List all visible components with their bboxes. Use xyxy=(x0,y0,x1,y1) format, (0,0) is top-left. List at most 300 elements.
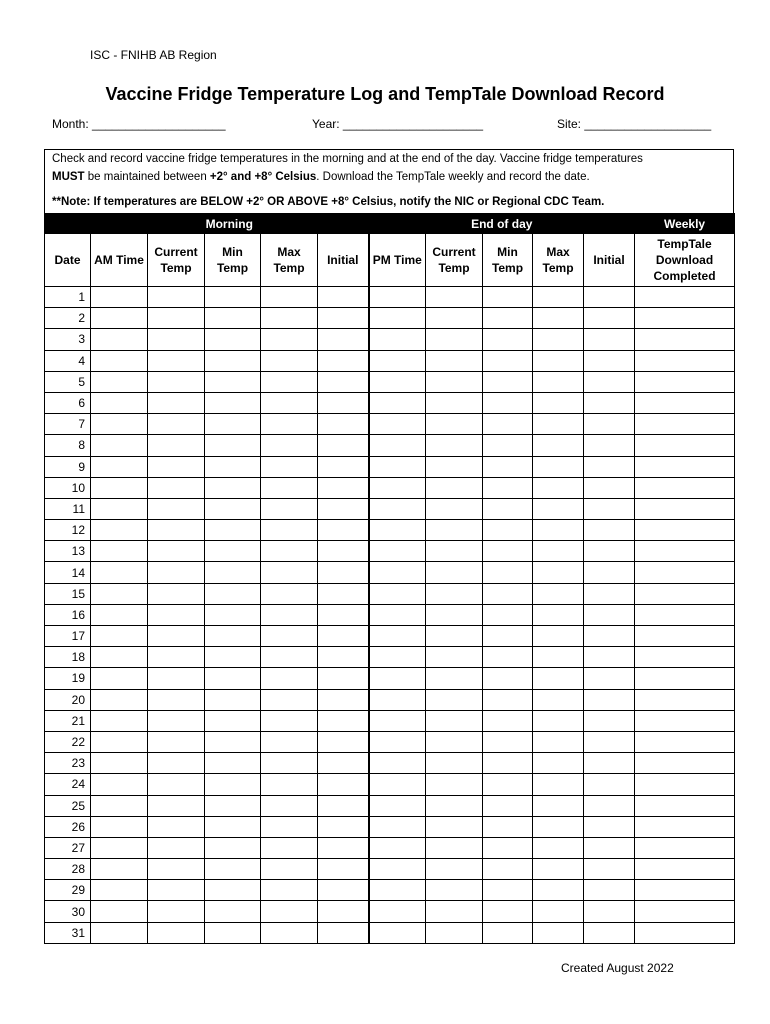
entry-cell[interactable] xyxy=(584,498,635,519)
entry-cell[interactable] xyxy=(205,647,261,668)
entry-cell[interactable] xyxy=(318,753,369,774)
entry-cell[interactable] xyxy=(533,329,584,350)
entry-cell[interactable] xyxy=(426,816,483,837)
entry-cell[interactable] xyxy=(148,435,205,456)
entry-cell[interactable] xyxy=(148,477,205,498)
entry-cell[interactable] xyxy=(426,414,483,435)
entry-cell[interactable] xyxy=(148,880,205,901)
entry-cell[interactable] xyxy=(533,477,584,498)
entry-cell[interactable] xyxy=(318,477,369,498)
entry-cell[interactable] xyxy=(148,689,205,710)
entry-cell[interactable] xyxy=(584,287,635,308)
entry-cell[interactable] xyxy=(533,668,584,689)
entry-cell[interactable] xyxy=(318,774,369,795)
entry-cell[interactable] xyxy=(426,435,483,456)
entry-cell[interactable] xyxy=(426,710,483,731)
entry-cell[interactable] xyxy=(584,604,635,625)
entry-cell[interactable] xyxy=(261,392,318,413)
entry-cell[interactable] xyxy=(261,922,318,943)
entry-cell[interactable] xyxy=(148,774,205,795)
entry-cell[interactable] xyxy=(318,350,369,371)
entry-cell[interactable] xyxy=(148,604,205,625)
entry-cell[interactable] xyxy=(533,371,584,392)
entry-cell[interactable] xyxy=(205,329,261,350)
entry-cell[interactable] xyxy=(91,329,148,350)
entry-cell[interactable] xyxy=(533,689,584,710)
entry-cell[interactable] xyxy=(426,922,483,943)
entry-cell[interactable] xyxy=(318,414,369,435)
entry-cell[interactable] xyxy=(205,308,261,329)
entry-cell[interactable] xyxy=(369,626,426,647)
entry-cell[interactable] xyxy=(261,816,318,837)
entry-cell[interactable] xyxy=(91,731,148,752)
entry-cell[interactable] xyxy=(205,371,261,392)
entry-cell[interactable] xyxy=(205,414,261,435)
entry-cell[interactable] xyxy=(635,308,735,329)
entry-cell[interactable] xyxy=(369,477,426,498)
entry-cell[interactable] xyxy=(205,753,261,774)
entry-cell[interactable] xyxy=(483,604,533,625)
entry-cell[interactable] xyxy=(584,668,635,689)
entry-cell[interactable] xyxy=(426,604,483,625)
entry-cell[interactable] xyxy=(205,287,261,308)
entry-cell[interactable] xyxy=(369,392,426,413)
entry-cell[interactable] xyxy=(91,837,148,858)
entry-cell[interactable] xyxy=(483,456,533,477)
entry-cell[interactable] xyxy=(483,859,533,880)
entry-cell[interactable] xyxy=(533,922,584,943)
entry-cell[interactable] xyxy=(261,880,318,901)
entry-cell[interactable] xyxy=(533,308,584,329)
entry-cell[interactable] xyxy=(584,456,635,477)
entry-cell[interactable] xyxy=(205,626,261,647)
entry-cell[interactable] xyxy=(426,880,483,901)
entry-cell[interactable] xyxy=(91,308,148,329)
entry-cell[interactable] xyxy=(91,287,148,308)
entry-cell[interactable] xyxy=(91,774,148,795)
entry-cell[interactable] xyxy=(91,562,148,583)
entry-cell[interactable] xyxy=(91,880,148,901)
entry-cell[interactable] xyxy=(533,795,584,816)
entry-cell[interactable] xyxy=(483,371,533,392)
entry-cell[interactable] xyxy=(533,350,584,371)
entry-cell[interactable] xyxy=(148,583,205,604)
entry-cell[interactable] xyxy=(584,414,635,435)
entry-cell[interactable] xyxy=(369,371,426,392)
entry-cell[interactable] xyxy=(261,689,318,710)
entry-cell[interactable] xyxy=(369,498,426,519)
entry-cell[interactable] xyxy=(318,710,369,731)
entry-cell[interactable] xyxy=(148,520,205,541)
entry-cell[interactable] xyxy=(483,689,533,710)
entry-cell[interactable] xyxy=(635,371,735,392)
entry-cell[interactable] xyxy=(426,753,483,774)
entry-cell[interactable] xyxy=(261,647,318,668)
entry-cell[interactable] xyxy=(533,520,584,541)
entry-cell[interactable] xyxy=(261,435,318,456)
entry-cell[interactable] xyxy=(533,498,584,519)
entry-cell[interactable] xyxy=(533,647,584,668)
entry-cell[interactable] xyxy=(261,668,318,689)
entry-cell[interactable] xyxy=(318,647,369,668)
entry-cell[interactable] xyxy=(148,731,205,752)
entry-cell[interactable] xyxy=(635,647,735,668)
entry-cell[interactable] xyxy=(205,562,261,583)
year-field[interactable]: Year: _____________________ xyxy=(312,117,484,131)
entry-cell[interactable] xyxy=(205,668,261,689)
entry-cell[interactable] xyxy=(261,731,318,752)
entry-cell[interactable] xyxy=(148,308,205,329)
entry-cell[interactable] xyxy=(148,626,205,647)
entry-cell[interactable] xyxy=(261,329,318,350)
entry-cell[interactable] xyxy=(148,456,205,477)
entry-cell[interactable] xyxy=(635,816,735,837)
entry-cell[interactable] xyxy=(483,329,533,350)
entry-cell[interactable] xyxy=(426,287,483,308)
entry-cell[interactable] xyxy=(369,731,426,752)
entry-cell[interactable] xyxy=(91,414,148,435)
entry-cell[interactable] xyxy=(369,710,426,731)
entry-cell[interactable] xyxy=(91,753,148,774)
entry-cell[interactable] xyxy=(205,498,261,519)
entry-cell[interactable] xyxy=(261,774,318,795)
entry-cell[interactable] xyxy=(205,583,261,604)
entry-cell[interactable] xyxy=(261,520,318,541)
entry-cell[interactable] xyxy=(369,435,426,456)
entry-cell[interactable] xyxy=(483,731,533,752)
entry-cell[interactable] xyxy=(369,456,426,477)
entry-cell[interactable] xyxy=(91,520,148,541)
entry-cell[interactable] xyxy=(635,774,735,795)
entry-cell[interactable] xyxy=(205,710,261,731)
entry-cell[interactable] xyxy=(635,520,735,541)
entry-cell[interactable] xyxy=(91,435,148,456)
entry-cell[interactable] xyxy=(318,795,369,816)
entry-cell[interactable] xyxy=(426,859,483,880)
entry-cell[interactable] xyxy=(148,922,205,943)
entry-cell[interactable] xyxy=(533,287,584,308)
entry-cell[interactable] xyxy=(261,795,318,816)
entry-cell[interactable] xyxy=(91,498,148,519)
entry-cell[interactable] xyxy=(426,774,483,795)
entry-cell[interactable] xyxy=(318,562,369,583)
entry-cell[interactable] xyxy=(635,795,735,816)
entry-cell[interactable] xyxy=(584,435,635,456)
entry-cell[interactable] xyxy=(533,816,584,837)
entry-cell[interactable] xyxy=(483,816,533,837)
entry-cell[interactable] xyxy=(91,901,148,922)
entry-cell[interactable] xyxy=(635,435,735,456)
entry-cell[interactable] xyxy=(635,392,735,413)
entry-cell[interactable] xyxy=(369,647,426,668)
entry-cell[interactable] xyxy=(635,562,735,583)
entry-cell[interactable] xyxy=(318,287,369,308)
entry-cell[interactable] xyxy=(261,287,318,308)
entry-cell[interactable] xyxy=(318,308,369,329)
entry-cell[interactable] xyxy=(148,562,205,583)
entry-cell[interactable] xyxy=(205,880,261,901)
entry-cell[interactable] xyxy=(483,350,533,371)
entry-cell[interactable] xyxy=(148,710,205,731)
entry-cell[interactable] xyxy=(426,520,483,541)
entry-cell[interactable] xyxy=(426,795,483,816)
entry-cell[interactable] xyxy=(91,710,148,731)
entry-cell[interactable] xyxy=(261,562,318,583)
entry-cell[interactable] xyxy=(148,287,205,308)
entry-cell[interactable] xyxy=(369,414,426,435)
entry-cell[interactable] xyxy=(483,880,533,901)
entry-cell[interactable] xyxy=(91,371,148,392)
entry-cell[interactable] xyxy=(584,859,635,880)
entry-cell[interactable] xyxy=(261,477,318,498)
entry-cell[interactable] xyxy=(584,880,635,901)
entry-cell[interactable] xyxy=(426,583,483,604)
entry-cell[interactable] xyxy=(318,901,369,922)
entry-cell[interactable] xyxy=(584,795,635,816)
entry-cell[interactable] xyxy=(533,710,584,731)
entry-cell[interactable] xyxy=(584,392,635,413)
entry-cell[interactable] xyxy=(369,520,426,541)
entry-cell[interactable] xyxy=(318,329,369,350)
entry-cell[interactable] xyxy=(426,647,483,668)
entry-cell[interactable] xyxy=(261,308,318,329)
entry-cell[interactable] xyxy=(205,604,261,625)
entry-cell[interactable] xyxy=(91,626,148,647)
entry-cell[interactable] xyxy=(148,837,205,858)
entry-cell[interactable] xyxy=(205,689,261,710)
entry-cell[interactable] xyxy=(318,731,369,752)
entry-cell[interactable] xyxy=(91,456,148,477)
entry-cell[interactable] xyxy=(483,795,533,816)
entry-cell[interactable] xyxy=(483,922,533,943)
entry-cell[interactable] xyxy=(533,604,584,625)
entry-cell[interactable] xyxy=(261,498,318,519)
entry-cell[interactable] xyxy=(369,604,426,625)
entry-cell[interactable] xyxy=(148,414,205,435)
entry-cell[interactable] xyxy=(205,922,261,943)
entry-cell[interactable] xyxy=(584,753,635,774)
entry-cell[interactable] xyxy=(318,392,369,413)
entry-cell[interactable] xyxy=(318,520,369,541)
entry-cell[interactable] xyxy=(91,795,148,816)
entry-cell[interactable] xyxy=(635,456,735,477)
entry-cell[interactable] xyxy=(91,392,148,413)
entry-cell[interactable] xyxy=(261,837,318,858)
entry-cell[interactable] xyxy=(533,731,584,752)
entry-cell[interactable] xyxy=(483,477,533,498)
entry-cell[interactable] xyxy=(635,731,735,752)
entry-cell[interactable] xyxy=(483,668,533,689)
entry-cell[interactable] xyxy=(261,456,318,477)
entry-cell[interactable] xyxy=(584,731,635,752)
entry-cell[interactable] xyxy=(635,922,735,943)
entry-cell[interactable] xyxy=(533,541,584,562)
entry-cell[interactable] xyxy=(426,668,483,689)
entry-cell[interactable] xyxy=(584,710,635,731)
entry-cell[interactable] xyxy=(483,520,533,541)
entry-cell[interactable] xyxy=(369,901,426,922)
entry-cell[interactable] xyxy=(483,647,533,668)
entry-cell[interactable] xyxy=(635,689,735,710)
entry-cell[interactable] xyxy=(483,498,533,519)
entry-cell[interactable] xyxy=(483,541,533,562)
entry-cell[interactable] xyxy=(261,583,318,604)
entry-cell[interactable] xyxy=(635,329,735,350)
entry-cell[interactable] xyxy=(426,329,483,350)
entry-cell[interactable] xyxy=(426,837,483,858)
entry-cell[interactable] xyxy=(318,816,369,837)
entry-cell[interactable] xyxy=(318,435,369,456)
entry-cell[interactable] xyxy=(635,604,735,625)
entry-cell[interactable] xyxy=(635,541,735,562)
entry-cell[interactable] xyxy=(148,350,205,371)
entry-cell[interactable] xyxy=(318,371,369,392)
entry-cell[interactable] xyxy=(148,541,205,562)
entry-cell[interactable] xyxy=(205,731,261,752)
entry-cell[interactable] xyxy=(318,456,369,477)
entry-cell[interactable] xyxy=(483,435,533,456)
entry-cell[interactable] xyxy=(426,456,483,477)
entry-cell[interactable] xyxy=(426,308,483,329)
entry-cell[interactable] xyxy=(148,753,205,774)
entry-cell[interactable] xyxy=(426,901,483,922)
entry-cell[interactable] xyxy=(635,710,735,731)
entry-cell[interactable] xyxy=(148,371,205,392)
entry-cell[interactable] xyxy=(91,350,148,371)
entry-cell[interactable] xyxy=(635,668,735,689)
entry-cell[interactable] xyxy=(584,583,635,604)
entry-cell[interactable] xyxy=(635,901,735,922)
entry-cell[interactable] xyxy=(261,371,318,392)
entry-cell[interactable] xyxy=(261,626,318,647)
entry-cell[interactable] xyxy=(533,837,584,858)
entry-cell[interactable] xyxy=(635,583,735,604)
entry-cell[interactable] xyxy=(369,859,426,880)
entry-cell[interactable] xyxy=(369,350,426,371)
entry-cell[interactable] xyxy=(91,668,148,689)
entry-cell[interactable] xyxy=(483,392,533,413)
entry-cell[interactable] xyxy=(533,583,584,604)
entry-cell[interactable] xyxy=(318,922,369,943)
entry-cell[interactable] xyxy=(369,816,426,837)
entry-cell[interactable] xyxy=(483,308,533,329)
entry-cell[interactable] xyxy=(584,816,635,837)
entry-cell[interactable] xyxy=(205,350,261,371)
entry-cell[interactable] xyxy=(261,541,318,562)
entry-cell[interactable] xyxy=(533,626,584,647)
entry-cell[interactable] xyxy=(635,753,735,774)
entry-cell[interactable] xyxy=(318,626,369,647)
entry-cell[interactable] xyxy=(426,731,483,752)
entry-cell[interactable] xyxy=(369,795,426,816)
entry-cell[interactable] xyxy=(635,477,735,498)
site-field[interactable]: Site: ___________________ xyxy=(557,117,712,131)
entry-cell[interactable] xyxy=(635,880,735,901)
entry-cell[interactable] xyxy=(318,837,369,858)
entry-cell[interactable] xyxy=(261,604,318,625)
entry-cell[interactable] xyxy=(148,859,205,880)
entry-cell[interactable] xyxy=(205,859,261,880)
entry-cell[interactable] xyxy=(426,371,483,392)
entry-cell[interactable] xyxy=(91,922,148,943)
entry-cell[interactable] xyxy=(635,350,735,371)
entry-cell[interactable] xyxy=(91,689,148,710)
entry-cell[interactable] xyxy=(483,753,533,774)
entry-cell[interactable] xyxy=(483,837,533,858)
entry-cell[interactable] xyxy=(91,604,148,625)
entry-cell[interactable] xyxy=(369,753,426,774)
entry-cell[interactable] xyxy=(148,668,205,689)
entry-cell[interactable] xyxy=(205,837,261,858)
entry-cell[interactable] xyxy=(584,308,635,329)
entry-cell[interactable] xyxy=(584,901,635,922)
entry-cell[interactable] xyxy=(584,350,635,371)
entry-cell[interactable] xyxy=(426,477,483,498)
entry-cell[interactable] xyxy=(369,837,426,858)
entry-cell[interactable] xyxy=(635,859,735,880)
entry-cell[interactable] xyxy=(584,689,635,710)
entry-cell[interactable] xyxy=(148,795,205,816)
entry-cell[interactable] xyxy=(369,774,426,795)
entry-cell[interactable] xyxy=(148,816,205,837)
entry-cell[interactable] xyxy=(635,626,735,647)
entry-cell[interactable] xyxy=(205,477,261,498)
entry-cell[interactable] xyxy=(483,901,533,922)
entry-cell[interactable] xyxy=(483,562,533,583)
entry-cell[interactable] xyxy=(369,541,426,562)
entry-cell[interactable] xyxy=(533,753,584,774)
entry-cell[interactable] xyxy=(426,350,483,371)
entry-cell[interactable] xyxy=(584,329,635,350)
entry-cell[interactable] xyxy=(426,562,483,583)
entry-cell[interactable] xyxy=(91,541,148,562)
entry-cell[interactable] xyxy=(426,626,483,647)
entry-cell[interactable] xyxy=(369,689,426,710)
entry-cell[interactable] xyxy=(318,859,369,880)
entry-cell[interactable] xyxy=(483,774,533,795)
entry-cell[interactable] xyxy=(261,753,318,774)
entry-cell[interactable] xyxy=(318,583,369,604)
entry-cell[interactable] xyxy=(635,837,735,858)
entry-cell[interactable] xyxy=(533,456,584,477)
entry-cell[interactable] xyxy=(584,520,635,541)
entry-cell[interactable] xyxy=(205,774,261,795)
entry-cell[interactable] xyxy=(148,498,205,519)
entry-cell[interactable] xyxy=(205,541,261,562)
entry-cell[interactable] xyxy=(533,774,584,795)
entry-cell[interactable] xyxy=(369,329,426,350)
entry-cell[interactable] xyxy=(533,414,584,435)
entry-cell[interactable] xyxy=(483,414,533,435)
entry-cell[interactable] xyxy=(584,541,635,562)
entry-cell[interactable] xyxy=(533,392,584,413)
entry-cell[interactable] xyxy=(533,435,584,456)
entry-cell[interactable] xyxy=(584,562,635,583)
entry-cell[interactable] xyxy=(205,456,261,477)
entry-cell[interactable] xyxy=(261,901,318,922)
entry-cell[interactable] xyxy=(584,371,635,392)
entry-cell[interactable] xyxy=(584,647,635,668)
entry-cell[interactable] xyxy=(369,880,426,901)
entry-cell[interactable] xyxy=(318,498,369,519)
entry-cell[interactable] xyxy=(369,668,426,689)
entry-cell[interactable] xyxy=(205,435,261,456)
entry-cell[interactable] xyxy=(205,392,261,413)
entry-cell[interactable] xyxy=(261,414,318,435)
entry-cell[interactable] xyxy=(483,626,533,647)
entry-cell[interactable] xyxy=(91,583,148,604)
entry-cell[interactable] xyxy=(369,583,426,604)
